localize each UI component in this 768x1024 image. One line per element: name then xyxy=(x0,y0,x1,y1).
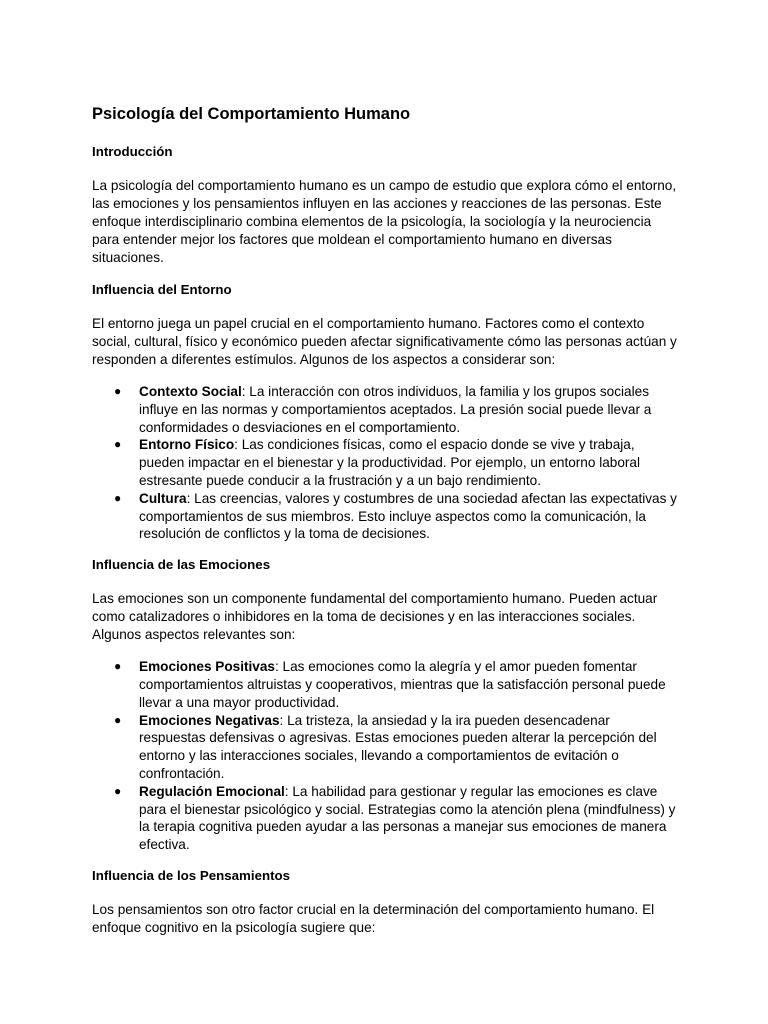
entorno-paragraph: El entorno juega un papel crucial en el comportamiento humano. Factores como el contexto social, cultural, físico y económico pueden afectar significativamente cómo las personas actúan y responden a diferentes estímulos. Algunos de los aspectos a considerar son: xyxy=(92,316,677,367)
bullet-text: : Las condiciones físicas, como el espacio donde se vive y trabaja, pueden impactar en el bienestar y la productividad. Por ejemplo, un entorno laboral estresante puede conducir a la frustración y a un bajo rendimiento. xyxy=(139,437,641,488)
bullet-icon: ● xyxy=(114,437,122,452)
bullet-text: : Las emociones como la alegría y el amor pueden fomentar comportamientos altruistas y cooperativos, mientras que la satisfacción personal puede llevar a una mayor productividad. xyxy=(139,659,666,710)
emociones-paragraph: Las emociones son un componente fundamental del comportamiento humano. Pueden actuar como catalizadores o inhibidores en la toma de decisiones y en las interacciones sociales. Algunos aspectos relevantes son: xyxy=(92,591,658,643)
bullet-text: : La interacción con otros individuos, la familia y los grupos sociales influye en las normas y comportamientos aceptados. La presión social puede llevar a conformidades o desviaciones en el comportamiento. xyxy=(139,384,652,435)
bullet-term: Emociones Negativas xyxy=(139,712,280,728)
list-item xyxy=(92,490,677,543)
bullet-term: Regulación Emocional xyxy=(139,783,285,799)
bullet-icon: ● xyxy=(114,712,122,727)
bullet-text: : La tristeza, la ansiedad y la ira pueden desencadenar respuestas defensivas o agresivas. Estas emociones pueden alterar la percepción del entorno y las interacciones sociales, llevando a comportamientos de evitación o confrontación. xyxy=(139,712,657,781)
bullet-term: Cultura xyxy=(139,490,187,506)
bullet-term: Contexto Social xyxy=(139,384,242,399)
bullet-icon: ● xyxy=(114,783,122,798)
section-heading-introduccion: Introducción xyxy=(92,144,173,159)
bullet-text: : La habilidad para gestionar y regular las emociones es clave para el bienestar psicológico y social. Estrategias como la atención plena (mindfulness) y la terapia cognitiva pueden ayudar a las personas a manejar sus emociones de manera efectiva. xyxy=(139,783,676,853)
intro-paragraph: La psicología del comportamiento humano es un campo de estudio que explora cómo el entorno, las emociones y los pensamientos influyen en las acciones y reacciones de las personas. Este enfoque interdisciplinario combina elementos de la psicología, la sociología y la neurociencia para entender mejor los factores que moldean el comportamiento humano en diversas situaciones. xyxy=(92,178,677,265)
list-item xyxy=(92,783,677,854)
document-title: Psicología del Comportamiento Humano xyxy=(92,105,411,123)
list-item xyxy=(92,658,677,711)
emociones-bullet-list xyxy=(92,658,677,854)
list-item xyxy=(92,383,677,436)
pensamientos-paragraph: Los pensamientos son otro factor crucial en la determinación del comportamiento humano. El enfoque cognitivo en la psicología sugiere que: xyxy=(92,901,655,935)
bullet-term: Emociones Positivas xyxy=(139,659,275,675)
section-heading-entorno: Influencia del Entorno xyxy=(92,282,232,297)
list-item xyxy=(92,712,677,783)
bullet-term: Entorno Físico xyxy=(139,437,235,453)
bullet-icon: ● xyxy=(114,384,122,398)
bullet-icon: ● xyxy=(114,490,122,505)
bullet-text: : Las creencias, valores y costumbres de una sociedad afectan las expectativas y comportamientos de sus miembros. Esto incluye aspectos como la comunicación, la resolución de conflictos y la toma de decisiones. xyxy=(139,490,677,542)
document-page xyxy=(92,104,677,951)
section-heading-pensamientos: Influencia de los Pensamientos xyxy=(92,867,291,883)
section-heading-emociones: Influencia de las Emociones xyxy=(92,557,271,573)
entorno-bullet-list xyxy=(92,383,677,543)
bullet-icon: ● xyxy=(114,659,122,674)
list-item xyxy=(92,436,677,489)
